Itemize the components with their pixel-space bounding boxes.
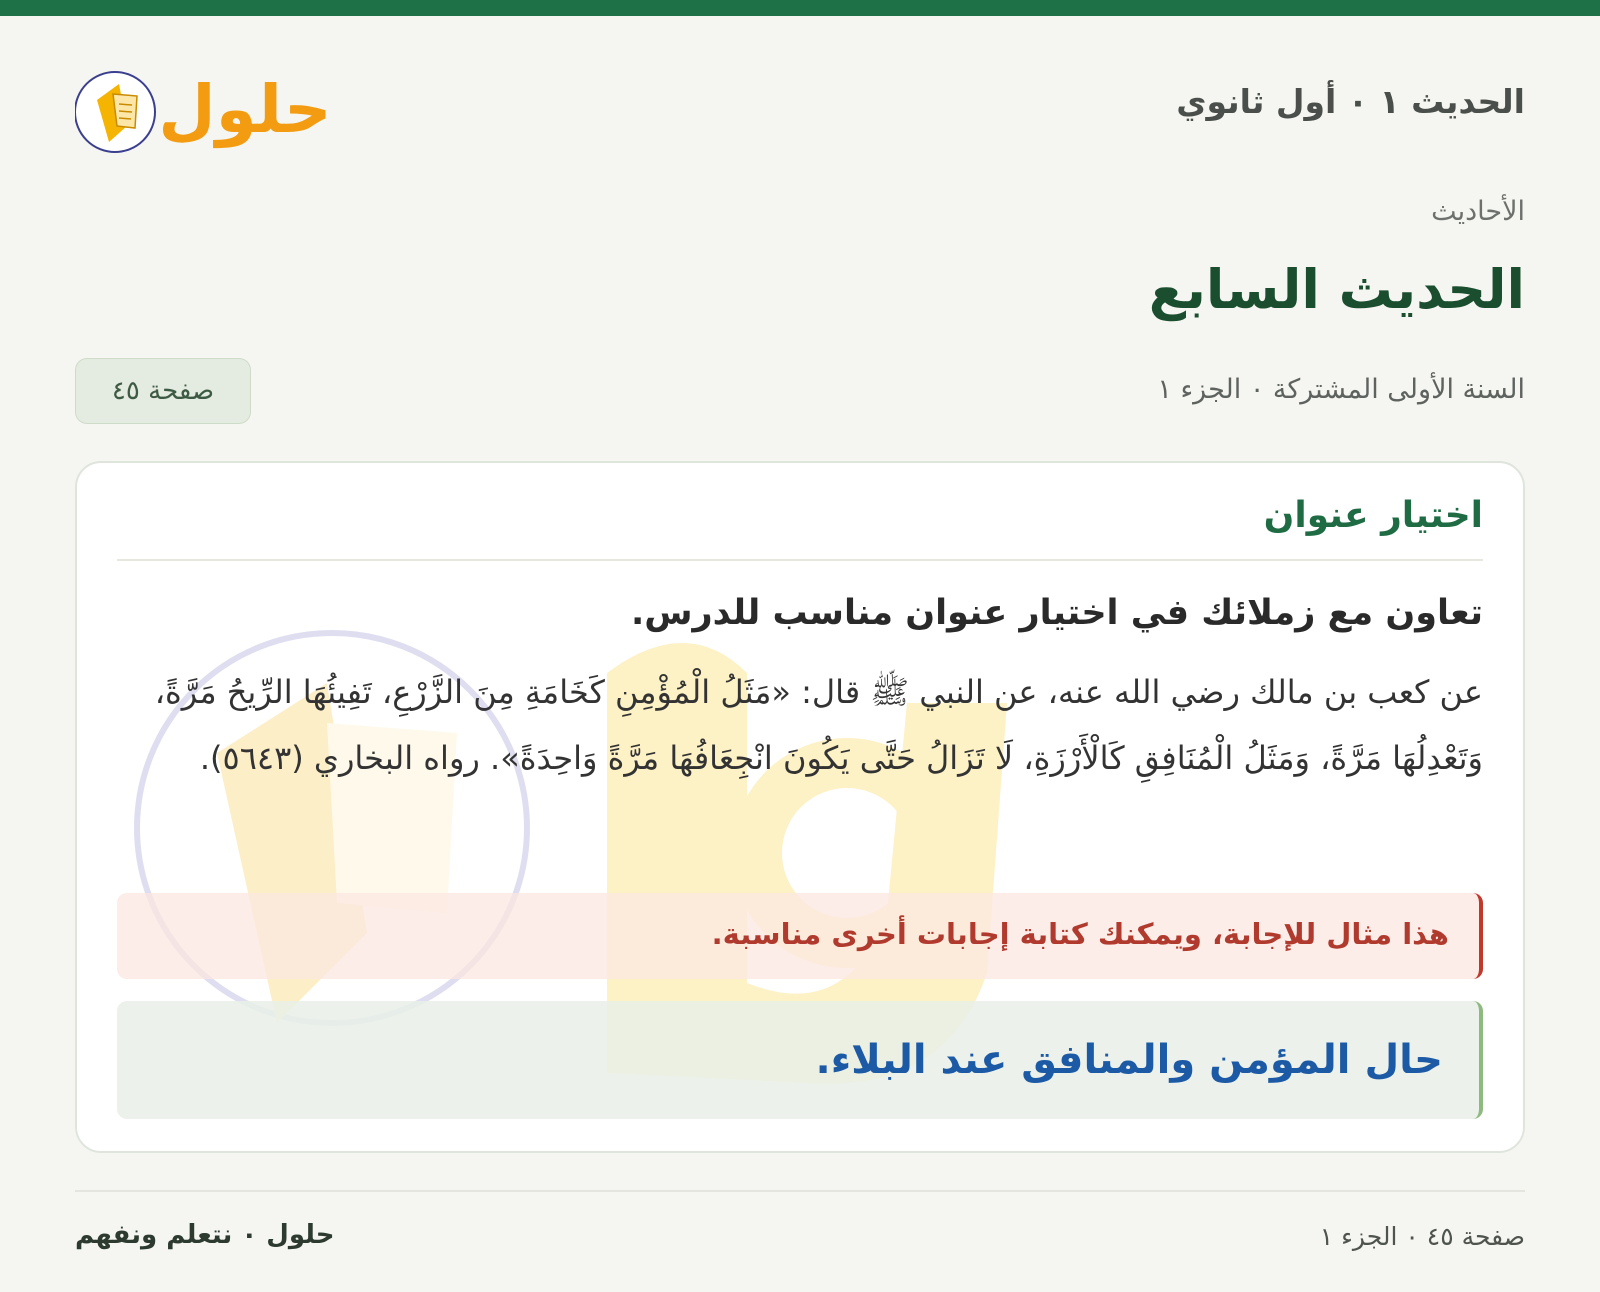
logo-icon bbox=[75, 56, 335, 156]
example-note-text: هذا مثال للإجابة، ويمكنك كتابة إجابات أخرى مناسبة. bbox=[711, 917, 1449, 951]
course-meta: السنة الأولى المشتركة ٠ الجزء ١ bbox=[1157, 374, 1525, 405]
breadcrumb-category[interactable]: الأحاديث bbox=[1431, 196, 1525, 227]
page-title: الحديث السابع bbox=[1148, 258, 1525, 321]
footer-brand[interactable]: حلول ٠ نتعلم ونفهم bbox=[75, 1220, 335, 1250]
answer-text: حال المؤمن والمنافق عند البلاء. bbox=[815, 1037, 1443, 1083]
brand-logo[interactable] bbox=[75, 56, 335, 156]
card-heading: اختيار عنوان bbox=[1263, 495, 1483, 536]
top-accent-bar bbox=[0, 0, 1600, 16]
page-badge: صفحة ٤٥ bbox=[75, 358, 251, 424]
lesson-card bbox=[75, 461, 1525, 1153]
answer-box bbox=[117, 1001, 1483, 1119]
header-title: الحديث ١ ٠ أول ثانوي bbox=[1176, 82, 1525, 121]
footer-divider bbox=[75, 1190, 1525, 1192]
example-note bbox=[117, 893, 1483, 979]
page-header bbox=[75, 56, 1525, 156]
hadith-text: عن كعب بن مالك رضي الله عنه، عن النبي ﷺ قال: «مَثَلُ الْمُؤْمِنِ كَخَامَةِ مِنَ الزَّرْعِ، تَفِيئُهَا الرِّيحُ مَرَّةً، وَتَعْدِلُهَا مَرَّةً، وَمَثَلُ الْمُنَافِقِ كَالْأَرْزَةِ، لَا تَزَالُ حَتَّى يَكُونَ انْجِعَافُهَا مَرَّةً وَاحِدَةً». رواه البخاري (٥٦٤٣). bbox=[154, 673, 1483, 777]
footer-page-info: صفحة ٤٥ ٠ الجزء ١ bbox=[1319, 1222, 1525, 1251]
activity-prompt: تعاون مع زملائك في اختيار عنوان مناسب للدرس. bbox=[630, 593, 1483, 633]
logo-wordmark: حلول bbox=[158, 71, 332, 148]
